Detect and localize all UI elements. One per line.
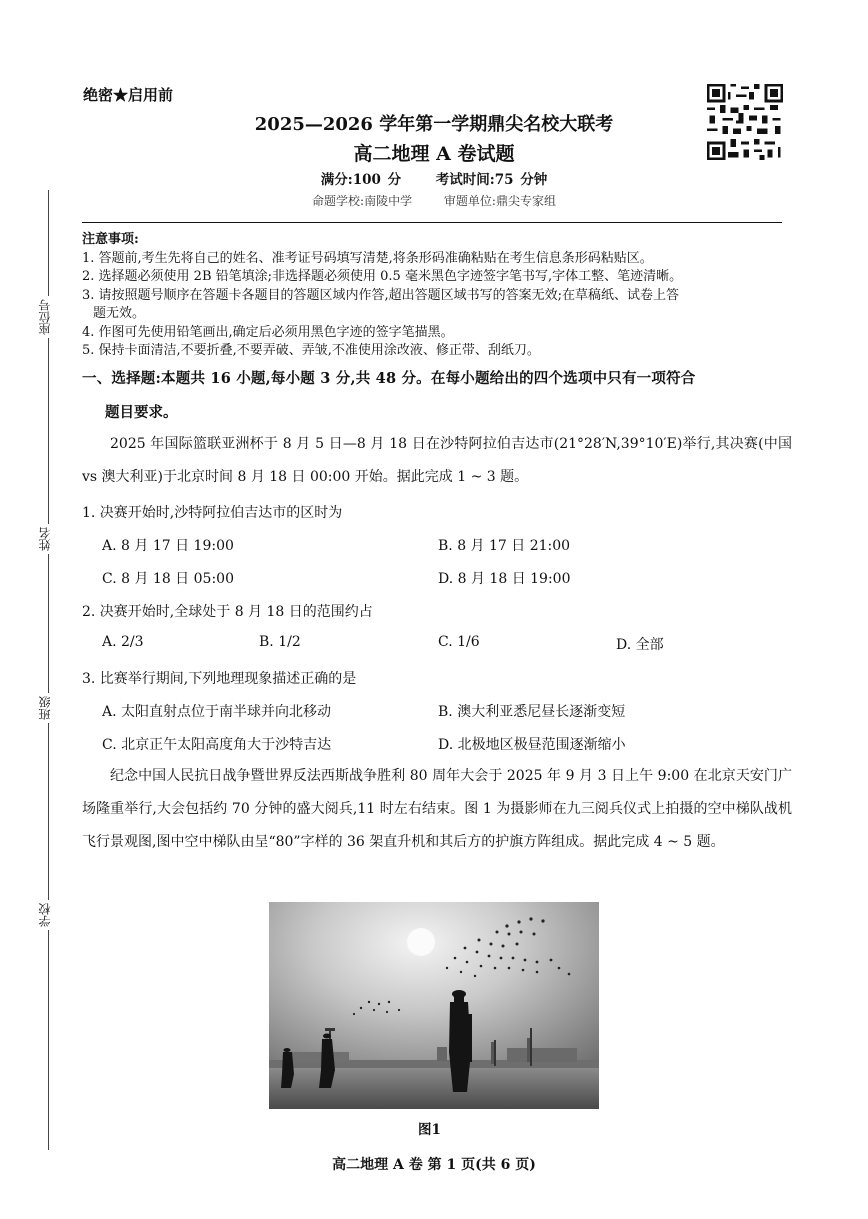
question-1-option-a[interactable]: A. 8 月 17 日 19:00 xyxy=(102,538,234,554)
question-2-option-c[interactable]: C. 1/6 xyxy=(438,634,480,650)
school-label: 学校 xyxy=(36,900,60,930)
page-footer: 高二地理 A 卷 第 1 页(共 6 页) xyxy=(332,1157,536,1173)
note-item: 1. 答题前,考生先将自己的姓名、准考证号码填写清楚,将条形码准确粘贴在考生信息条形码粘贴区。 xyxy=(82,250,653,266)
parade-photo xyxy=(269,902,599,1109)
question-2-option-a[interactable]: A. 2/3 xyxy=(102,634,144,650)
full-score: 满分:100 分 xyxy=(320,172,402,188)
note-item: 3. 请按照题号顺序在答题卡各题目的答题区域内作答,超出答题区域书写的答案无效;在草稿纸、试卷上答 xyxy=(82,287,680,303)
note-item: 题无效。 xyxy=(93,306,146,321)
passage-2: 纪念中国人民抗日战争暨世界反法西斯战争胜利 80 周年大会于 2025 年 9 月 3 日上午 9:00 在北京天安门广场隆重举行,大会包括约 70 分钟的盛大阅兵,11 时左右结束。图 1 为摄影师在九三阅兵仪式上拍摄的空中梯队战机飞行景观图,图中空中梯队由呈“80”字样的 36 架直升机和其后方的护旗方阵组成。据此完成 4 ~ 5 题。 xyxy=(82,768,792,850)
exam-notes xyxy=(82,231,792,361)
question-1-option-c[interactable]: C. 8 月 18 日 05:00 xyxy=(102,571,234,587)
question-3-option-a[interactable]: A. 太阳直射点位于南半球并向北移动 xyxy=(102,704,332,720)
note-item: 5. 保持卡面清洁,不要折叠,不要弄破、弄皱,不准使用涂改液、修正带、刮纸刀。 xyxy=(82,343,540,358)
header-divider xyxy=(82,222,782,223)
notes-heading: 注意事项: xyxy=(82,232,139,247)
question-3-option-c[interactable]: C. 北京正午太阳高度角大于沙特吉达 xyxy=(102,737,332,753)
question-3-stem: 3. 比赛举行期间,下列地理现象描述正确的是 xyxy=(82,671,357,687)
review-unit: 审题单位:鼎尖专家组 xyxy=(443,194,556,208)
question-1-option-b[interactable]: B. 8 月 17 日 21:00 xyxy=(438,538,571,554)
passage-1: 2025 年国际篮联亚洲杯于 8 月 5 日—8 月 18 日在沙特阿拉伯吉达市(21°28′N,39°10′E)举行,其决赛(中国 vs 澳大利亚)于北京时间 8 月 18 日 00:00 开始。据此完成 1 ~ 3 题。 xyxy=(82,436,792,485)
note-item: 4. 作图可先使用铅笔画出,确定后必须用黑色字迹的签字笔描黑。 xyxy=(82,324,454,340)
question-2-stem: 2. 决赛开始时,全球处于 8 月 18 日的范围约占 xyxy=(82,604,373,620)
question-3-option-b[interactable]: B. 澳大利亚悉尼昼长逐渐变短 xyxy=(438,704,626,720)
exam-subtitle: 高二地理 A 卷试题 xyxy=(353,143,515,165)
exam-credits xyxy=(0,192,868,209)
question-2-option-b[interactable]: B. 1/2 xyxy=(259,634,301,650)
secrecy-mark: 绝密★启用前 xyxy=(83,86,174,104)
question-1-stem: 1. 决赛开始时,沙特阿拉伯吉达市的区时为 xyxy=(82,505,343,521)
question-1-option-d[interactable]: D. 8 月 18 日 19:00 xyxy=(438,571,571,587)
exam-meta xyxy=(0,168,868,188)
class-label: 班级 xyxy=(36,693,60,723)
name-label: 姓名 xyxy=(36,524,60,554)
figure-caption: 图1 xyxy=(418,1122,441,1138)
question-2-option-d[interactable]: D. 全部 xyxy=(616,637,664,653)
exam-time: 考试时间:75 分钟 xyxy=(435,172,548,188)
seat-number-label: 座位号 xyxy=(36,296,60,338)
exam-title: 2025—2026 学年第一学期鼎尖名校大联考 xyxy=(254,114,614,135)
section-heading-cont: 题目要求。 xyxy=(105,404,178,421)
question-3-option-d[interactable]: D. 北极地区极昼范围逐渐缩小 xyxy=(438,737,626,753)
note-item: 2. 选择题必须使用 2B 铅笔填涂;非选择题必须使用 0.5 毫米黑色字迹签字笔书写,字体工整、笔迹清晰。 xyxy=(82,269,683,284)
qr-code-icon xyxy=(707,84,783,160)
section-heading: 一、选择题:本题共 16 小题,每小题 3 分,共 48 分。在每小题给出的四个选项中只有一项符合 xyxy=(82,370,696,387)
setter-school: 命题学校:南陵中学 xyxy=(312,194,413,208)
